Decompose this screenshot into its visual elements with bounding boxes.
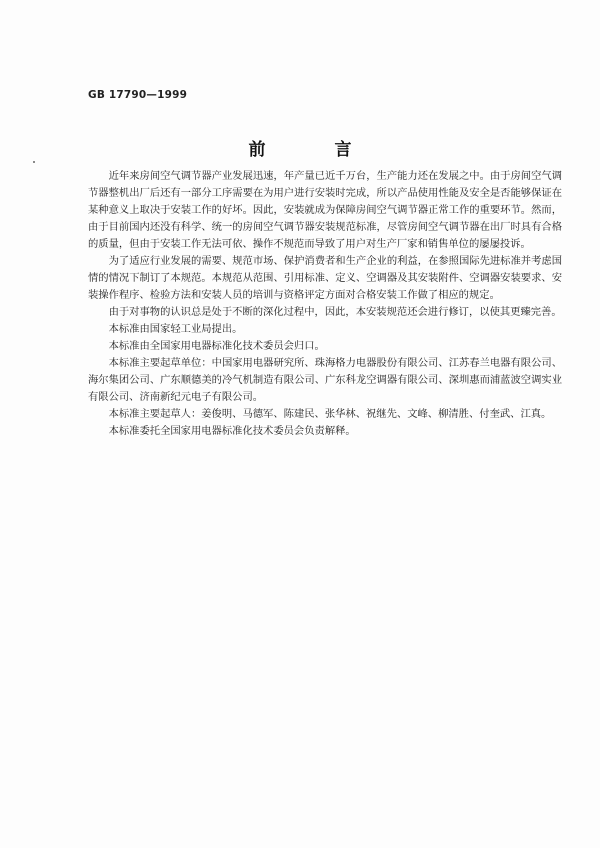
foreword-body: [88, 168, 562, 440]
standard-code: GB 17790—1999: [88, 89, 188, 101]
paragraph-centralized-by: 本标准由全国家用电器标准化技术委员会归口。: [108, 340, 325, 352]
paragraph-industry-background: 近年来房间空气调节器产业发展迅速，年产量已近千万台，生产能力还在发展之中。由于房间空气调节器整机出厂后还有一部分工序需要在为用户进行安装时完成，所以产品使用性能及安全是否能够保证在某种意义上取决于安装工作的好坏。因此，安装就成为保障房间空气调节器正常工作的重要环节。然而，由于目前国内还没有科学、统一的房间空气调节器安装规范标准，尽管房间空气调节器在出厂时具有合格的质量，但由于安装工作无法可依、操作不规范而导致了用户对生产厂家和销售单位的屡屡投诉。: [88, 170, 562, 250]
paragraph-purpose: 为了适应行业发展的需要、规范市场、保护消费者和生产企业的利益，在参照国际先进标准并考虑国情的情况下制订了本规范。本规范从范围、引用标准、定义、空调器及其安装附件、空调器安装要求、安装操作程序、检验方法和安装人员的培训与资格评定方面对合格安装工作做了相应的规定。: [88, 255, 562, 301]
paragraph-revision-note: 由于对事物的认识总是处于不断的深化过程中，因此，本安装规范还会进行修订，以使其更臻完善。: [108, 306, 562, 318]
paragraph-drafters: 本标准主要起草人：姜俊明、马德军、陈建民、张华林、祝继先、文峰、柳清胜、付奎武、江真。: [108, 408, 552, 420]
page-title: 前 言: [248, 140, 378, 160]
scan-speck: [33, 161, 35, 163]
paragraph-drafting-units: 本标准主要起草单位：中国家用电器研究所、珠海格力电器股份有限公司、江苏春兰电器有限公司、海尔集团公司、广东顺德美的冷气机制造有限公司、广东科龙空调器有限公司、深圳惠而浦蓝波空调实业有限公司、济南新纪元电子有限公司。: [88, 357, 562, 403]
paragraph-proposer: 本标准由国家轻工业局提出。: [108, 323, 243, 335]
paragraph-interpretation: 本标准委托全国家用电器标准化技术委员会负责解释。: [108, 425, 356, 437]
